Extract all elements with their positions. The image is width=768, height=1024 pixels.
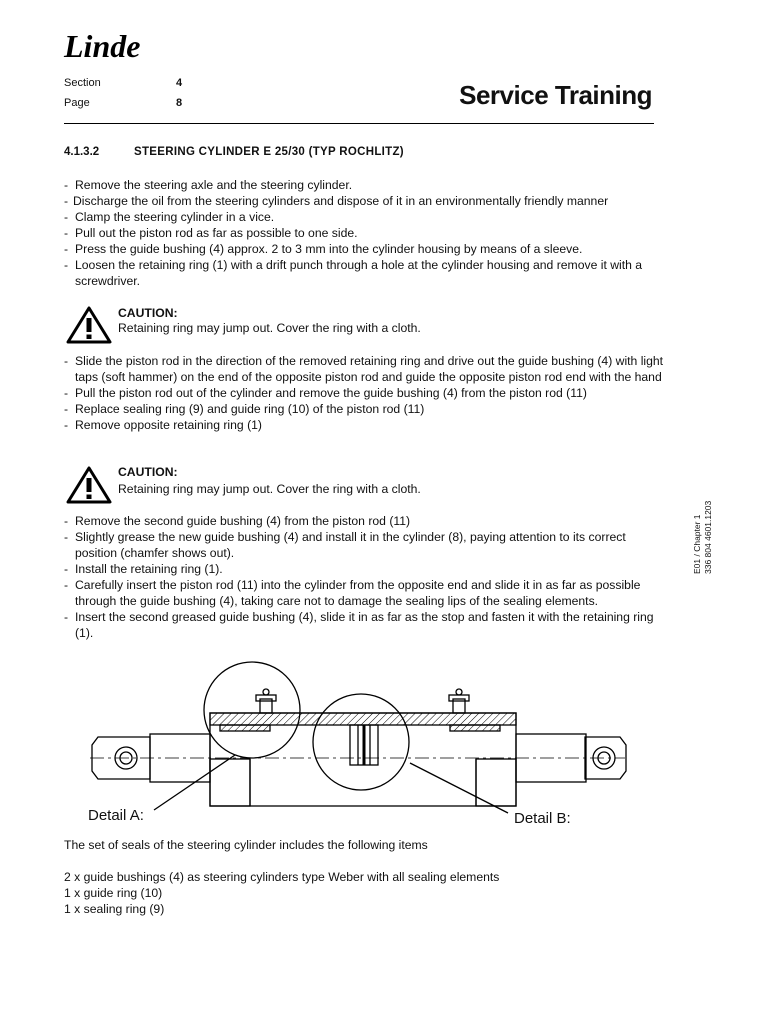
chapter-reference: E01 / Chapter 1 xyxy=(692,514,702,574)
list-item: - Slide the piston rod in the direction of the removed retaining ring and drive out the guide bushing (4) with light taps (soft hammer) on the end of the opposite piston rod and guide the opposite piston rod end with the hand xyxy=(64,353,664,385)
page-value: 8 xyxy=(176,97,183,109)
list-item: - Remove opposite retaining ring (1) xyxy=(64,417,664,433)
section-number: 4.1.3.2 xyxy=(64,146,100,158)
detail-b-label: Detail B: xyxy=(514,810,571,827)
document-title: Service Training xyxy=(459,80,652,110)
linde-logo: Linde xyxy=(64,28,141,64)
page-label: Page xyxy=(64,97,90,109)
caution-heading-2: CAUTION: xyxy=(118,465,178,479)
list-item: - Remove the steering axle and the steering cylinder. xyxy=(64,177,664,193)
section-value: 4 xyxy=(176,77,183,89)
warning-triangle-icon xyxy=(66,466,112,504)
caution-text-2: Retaining ring may jump out. Cover the ring with a cloth. xyxy=(118,482,421,496)
document-code-sidebar xyxy=(692,484,718,574)
list-item: - Insert the second greased guide bushing (4), slide it in as far as the stop and fasten it with the retaining ring (1). xyxy=(64,609,664,641)
steps-list-c xyxy=(64,513,664,641)
caution-box-2 xyxy=(66,466,112,509)
list-item: - Pull out the piston rod as far as possible to one side. xyxy=(64,225,664,241)
seal-item: 2 x guide bushings (4) as steering cylinders type Weber with all sealing elements xyxy=(64,870,500,884)
list-item: - Remove the second guide bushing (4) from the piston rod (11) xyxy=(64,513,664,529)
section-label: Section xyxy=(64,77,101,89)
list-item: - Pull the piston rod out of the cylinder and remove the guide bushing (4) from the piston rod (11) xyxy=(64,385,664,401)
seal-set-intro: The set of seals of the steering cylinder includes the following items xyxy=(64,838,428,852)
seal-item: 1 x guide ring (10) xyxy=(64,886,163,900)
warning-triangle-icon xyxy=(66,306,112,344)
steps-list-b xyxy=(64,353,664,433)
caution-heading-1: CAUTION: xyxy=(118,306,178,320)
seal-item: 1 x sealing ring (9) xyxy=(64,902,165,916)
caution-text-1: Retaining ring may jump out. Cover the ring with a cloth. xyxy=(118,321,421,335)
caution-box-1 xyxy=(66,306,112,349)
list-item: - Discharge the oil from the steering cylinders and dispose of it in an environmentally friendly manner xyxy=(64,193,664,209)
list-item: - Replace sealing ring (9) and guide ring (10) of the piston rod (11) xyxy=(64,401,664,417)
list-item: - Loosen the retaining ring (1) with a drift punch through a hole at the cylinder housing and remove it with a screwdriver. xyxy=(64,257,664,289)
section-title: STEERING CYLINDER E 25/30 (TYP ROCHLITZ) xyxy=(134,146,404,158)
list-item: - Slightly grease the new guide bushing (4) and install it in the cylinder (8), paying attention to its correct position (chamfer shows out). xyxy=(64,529,664,561)
list-item: - Install the retaining ring (1). xyxy=(64,561,664,577)
steering-cylinder-drawing xyxy=(70,655,640,835)
list-item: - Clamp the steering cylinder in a vice. xyxy=(64,209,664,225)
steps-list-a xyxy=(64,177,664,289)
list-item: - Carefully insert the piston rod (11) into the cylinder from the opposite end and slide it in as far as possible through the guide bushing (4), taking care not to damage the sealing lips of the sealing elements. xyxy=(64,577,664,609)
header-rule xyxy=(64,123,654,124)
list-item: - Press the guide bushing (4) approx. 2 to 3 mm into the cylinder housing by means of a sleeve. xyxy=(64,241,664,257)
detail-a-label: Detail A: xyxy=(88,807,144,824)
document-number: 336 804 4601.1203 xyxy=(703,500,713,574)
